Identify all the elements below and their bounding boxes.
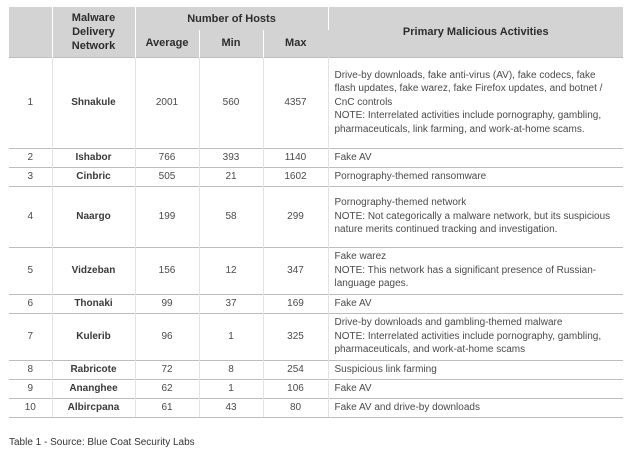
average-cell: 156 xyxy=(135,247,199,294)
header-average: Average xyxy=(135,30,199,57)
activities-cell: Pornography-themed network NOTE: Not categorically a malware network, but its suspicious nature merits continued tracking and investigation. xyxy=(328,186,623,247)
table-row xyxy=(9,167,623,186)
network-name-cell: Albircpana xyxy=(52,398,135,417)
table-row xyxy=(9,148,623,167)
average-cell: 505 xyxy=(135,167,199,186)
table-row xyxy=(9,247,623,294)
average-cell: 99 xyxy=(135,294,199,313)
max-cell: 254 xyxy=(263,360,328,379)
max-cell: 1140 xyxy=(263,148,328,167)
hosts-table-container xyxy=(9,7,623,418)
rank-cell: 1 xyxy=(9,57,52,148)
header-hosts-group: Number of Hosts xyxy=(135,7,328,30)
network-name-cell: Kulerib xyxy=(52,313,135,360)
table-row xyxy=(9,398,623,417)
table-row xyxy=(9,360,623,379)
average-cell: 2001 xyxy=(135,57,199,148)
min-cell: 8 xyxy=(199,360,263,379)
network-name-cell: Vidzeban xyxy=(52,247,135,294)
min-cell: 43 xyxy=(199,398,263,417)
activities-cell: Suspicious link farming xyxy=(328,360,623,379)
max-cell: 80 xyxy=(263,398,328,417)
table-row xyxy=(9,313,623,360)
table-row xyxy=(9,379,623,398)
min-cell: 12 xyxy=(199,247,263,294)
header-max: Max xyxy=(263,30,328,57)
activities-cell: Fake AV xyxy=(328,379,623,398)
header-min: Min xyxy=(199,30,263,57)
header-network-label: Malware Delivery Network xyxy=(71,11,116,52)
network-name-cell: Shnakule xyxy=(52,57,135,148)
max-cell: 4357 xyxy=(263,57,328,148)
average-cell: 96 xyxy=(135,313,199,360)
min-cell: 393 xyxy=(199,148,263,167)
rank-cell: 2 xyxy=(9,148,52,167)
average-cell: 72 xyxy=(135,360,199,379)
network-name-cell: Thonaki xyxy=(52,294,135,313)
network-name-cell: Cinbric xyxy=(52,167,135,186)
activities-cell: Pornography-themed ransomware xyxy=(328,167,623,186)
min-cell: 560 xyxy=(199,57,263,148)
network-name-cell: Rabricote xyxy=(52,360,135,379)
rank-cell: 10 xyxy=(9,398,52,417)
activities-cell: Drive-by downloads, fake anti-virus (AV), fake codecs, fake flash updates, fake warez, fake Firefox updates, and botnet / CnC controls NOTE: Interrelated activities include pornography, gambling, pharmaceuticals, link farming, and work-at-home scams. xyxy=(328,57,623,148)
activities-cell: Fake warez NOTE: This network has a significant presence of Russian-language pages. xyxy=(328,247,623,294)
max-cell: 347 xyxy=(263,247,328,294)
average-cell: 61 xyxy=(135,398,199,417)
network-name-cell: Naargo xyxy=(52,186,135,247)
min-cell: 58 xyxy=(199,186,263,247)
rank-cell: 6 xyxy=(9,294,52,313)
header-activities: Primary Malicious Activities xyxy=(328,7,623,57)
rank-cell: 7 xyxy=(9,313,52,360)
max-cell: 106 xyxy=(263,379,328,398)
network-name-cell: Ananghee xyxy=(52,379,135,398)
activities-cell: Drive-by downloads and gambling-themed malware NOTE: Interrelated activities include pornography, gambling, pharmaceuticals, and work-at-home scams xyxy=(328,313,623,360)
activities-cell: Fake AV and drive-by downloads xyxy=(328,398,623,417)
network-name-cell: Ishabor xyxy=(52,148,135,167)
min-cell: 1 xyxy=(199,379,263,398)
min-cell: 21 xyxy=(199,167,263,186)
rank-cell: 8 xyxy=(9,360,52,379)
average-cell: 62 xyxy=(135,379,199,398)
activities-cell: Fake AV xyxy=(328,148,623,167)
max-cell: 325 xyxy=(263,313,328,360)
table-caption: Table 1 - Source: Blue Coat Security Labs xyxy=(9,437,195,448)
table-row xyxy=(9,294,623,313)
max-cell: 1602 xyxy=(263,167,328,186)
header-rank xyxy=(9,7,52,57)
rank-cell: 5 xyxy=(9,247,52,294)
average-cell: 199 xyxy=(135,186,199,247)
min-cell: 37 xyxy=(199,294,263,313)
table-row xyxy=(9,57,623,148)
rank-cell: 9 xyxy=(9,379,52,398)
min-cell: 1 xyxy=(199,313,263,360)
table-row xyxy=(9,186,623,247)
rank-cell: 3 xyxy=(9,167,52,186)
max-cell: 299 xyxy=(263,186,328,247)
rank-cell: 4 xyxy=(9,186,52,247)
header-network xyxy=(52,7,135,57)
max-cell: 169 xyxy=(263,294,328,313)
average-cell: 766 xyxy=(135,148,199,167)
malware-networks-table xyxy=(9,7,623,418)
activities-cell: Fake AV xyxy=(328,294,623,313)
